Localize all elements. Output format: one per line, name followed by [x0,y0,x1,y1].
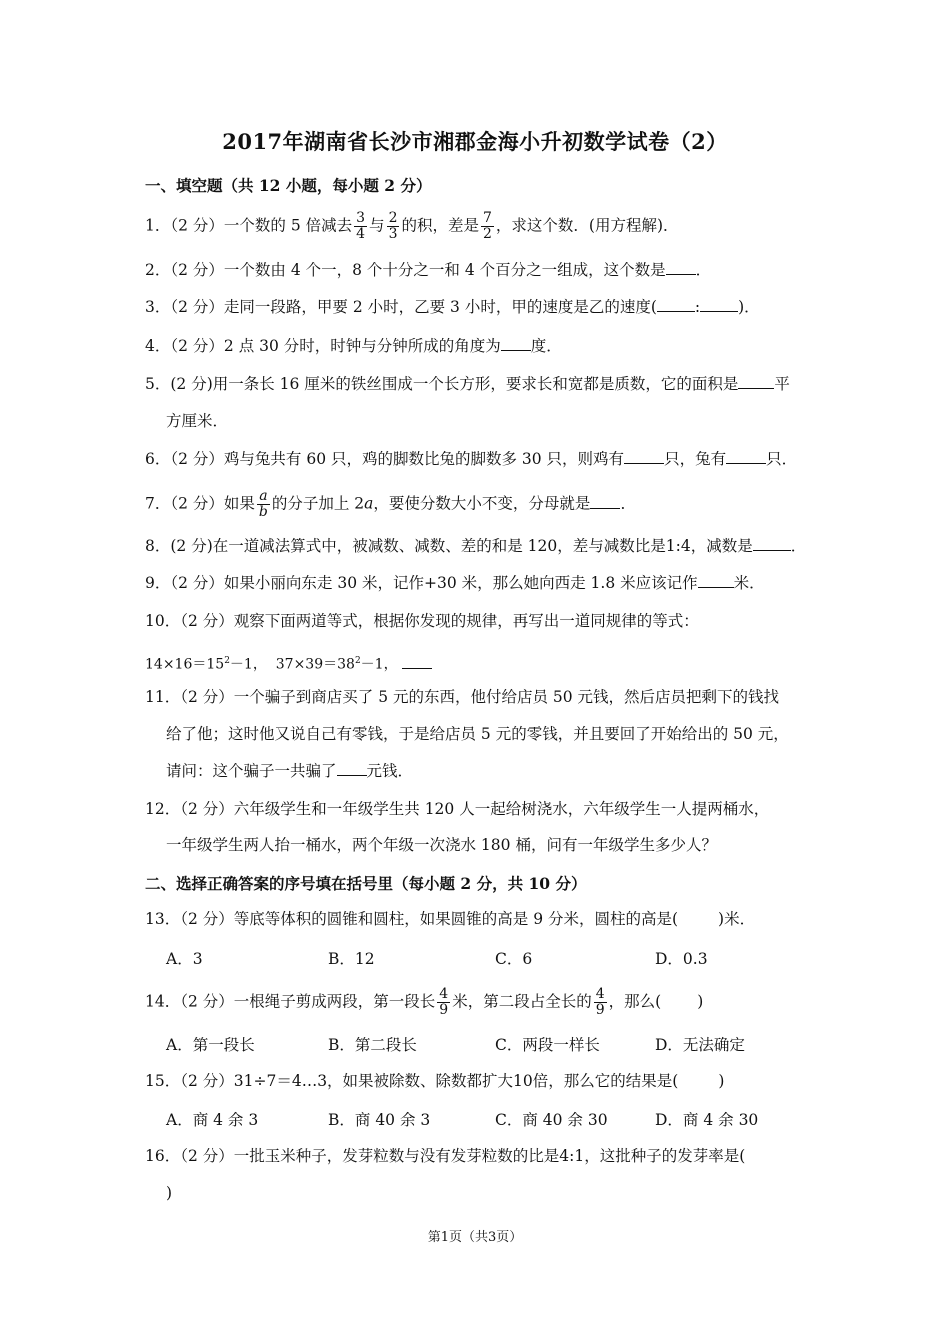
section-1-heading: 一、填空题（共 12 小题，每小题 2 分） [145,176,432,195]
answer-blank [666,260,696,275]
question-16-cont: ) [166,1184,173,1202]
option-b: B．商 40 余 3 [328,1111,431,1129]
fraction: $\frac{4}{9}$ [595,986,605,1018]
question-7: 7．（2 分）如果 $\frac{a}{b}$ 的分子加上 2a，要使分数大小不变，分母就是 ． [145,488,636,520]
answer-blank [624,449,664,464]
fraction: $\frac{2}{3}$ [388,210,398,242]
option-a: A．3 [166,950,203,968]
question-11-cont: 给了他；这时他又说自己有零钱，于是给店员 5 元的零钱，并且要回了开始给出的 50 元， [166,725,789,743]
answer-blank [337,761,367,776]
answer-blank [698,573,734,588]
question-11-cont2: 请问：这个骗子一共骗了 元钱． [166,762,414,780]
answer-blank [753,536,791,551]
option-c: C．两段一样长 [495,1036,600,1054]
option-d: D．商 4 余 30 [655,1111,759,1129]
answer-blank [700,297,738,312]
answer-blank [657,297,695,312]
question-10-equations: $14\times 16=15^2-1$， $37\times 39=38^2-1$， [145,650,432,676]
option-b: B．12 [328,950,375,968]
option-d: D．无法确定 [655,1036,745,1054]
option-c: C．6 [495,950,533,968]
question-6: 6．（2 分）鸡与兔共有 60 只，鸡的脚数比兔的脚数多 30 只，则鸡有 只，兔有 只． [145,450,798,468]
question-15: 15．（2 分）31÷7＝4…3，如果被除数、除数都扩大10倍，那么它的结果是( ) [145,1072,725,1090]
question-12-cont: 一年级学生两人抬一桶水，两个年级一次浇水 180 桶，问有一年级学生多少人？ [166,836,717,854]
option-b: B．第二段长 [328,1036,417,1054]
fraction: $\frac{7}{2}$ [483,210,492,242]
answer-blank [402,654,432,669]
fraction: $\frac{3}{4}$ [356,210,366,242]
question-5: 5．(2 分)用一条长 16 厘米的铁丝围成一个长方形，要求长和宽都是质数，它的面积是 平 [145,375,790,393]
question-10: 10．（2 分）观察下面两道等式，根据你发现的规律，再写出一道同规律的等式： [145,612,699,630]
question-13: 13．（2 分）等底等体积的圆锥和圆柱，如果圆锥的高是 9 分米，圆柱的高是( )米． [145,910,756,928]
option-d: D．0.3 [655,950,708,968]
question-16: 16．（2 分）一批玉米种子，发芽粒数与没有发芽粒数的比是4:1，这批种子的发芽率是( [145,1147,746,1165]
section-2-heading: 二、选择正确答案的序号填在括号里（每小题 2 分，共 10 分） [145,874,587,893]
question-2: 2．（2 分）一个数由 4 个一，8 个十分之一和 4 个百分之一组成，这个数是 ． [145,261,712,279]
question-14: 14．（2 分）一根绳子剪成两段，第一段长 $\frac{4}{9}$ 米，第二段占全长的 $\frac{4}{9}$ ，那么( ) [145,986,704,1018]
answer-blank [501,336,531,351]
option-a: A．第一段长 [166,1036,255,1054]
answer-blank [590,494,620,509]
question-5-cont: 方厘米． [166,412,229,430]
answer-blank [738,374,774,389]
question-12: 12．（2 分）六年级学生和一年级学生共 120 人一起给树浇水，六年级学生一人提两桶水， [145,800,770,818]
question-3: 3．（2 分）走同一段路，甲要 2 小时，乙要 3 小时，甲的速度是乙的速度( : )． [145,298,760,316]
option-a: A．商 4 余 3 [166,1111,259,1129]
fraction: $\frac{4}{9}$ [439,986,449,1018]
question-11: 11．（2 分）一个骗子到商店买了 5 元的东西，他付给店员 50 元钱，然后店员把剩下的钱找 [145,688,780,706]
option-c: C．商 40 余 30 [495,1111,608,1129]
fraction: $\frac{a}{b}$ [258,488,268,520]
question-4: 4．（2 分）2 点 30 分时，时钟与分钟所成的角度为 度． [145,337,562,355]
page-title: 2017年湖南省长沙市湘郡金海小升初数学试卷（2） [222,129,728,154]
question-1: 1．（2 分）一个数的 5 倍减去 $\frac{3}{4}$ 与 $\frac{2}{3}$ 的积，差是 $\frac{7}{2}$ ，求这个数．(用方程解)． [145,210,679,242]
page-footer: 第1页（共3页） [427,1230,523,1245]
answer-blank [726,449,766,464]
question-9: 9．（2 分）如果小丽向东走 30 米，记作+30 米，那么她向西走 1.8 米应该记作 米． [145,574,765,592]
question-8: 8．(2 分)在一道减法算式中，被减数、减数、差的和是 120，差与减数比是1:4，减数是 ． [145,537,807,555]
